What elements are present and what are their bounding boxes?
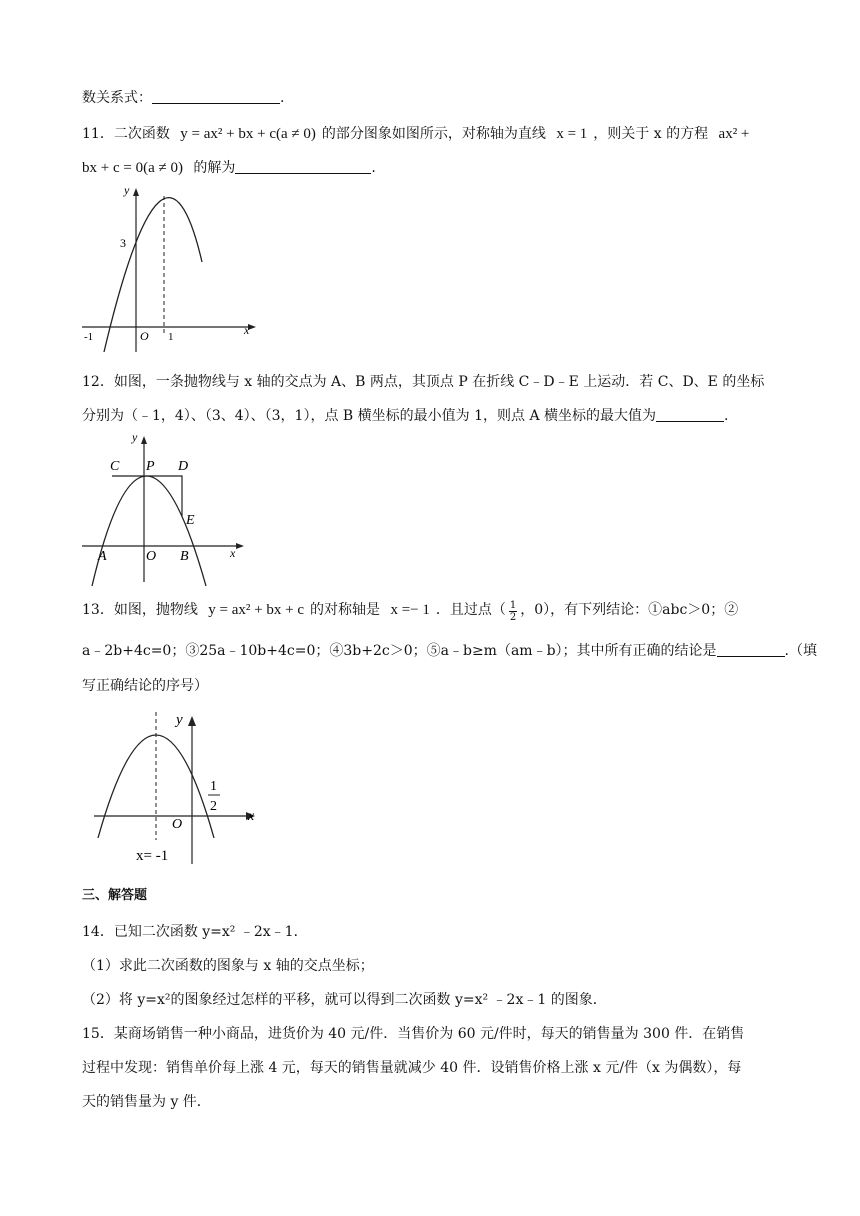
x-axis-arrow xyxy=(236,543,244,549)
parabola xyxy=(92,476,206,586)
y-label: y xyxy=(124,183,130,197)
point-c-label: C xyxy=(110,459,120,474)
q14-line1: 14．已知二次函数 y=x² ﹣2x﹣1． xyxy=(82,924,308,940)
section-heading: 三、解答题 xyxy=(82,888,148,903)
q13-label: 13．如图，抛物线 xyxy=(82,602,198,618)
y-axis-arrow xyxy=(141,436,147,444)
point-a-label: A xyxy=(98,549,107,564)
point-e-label: E xyxy=(186,513,195,528)
half-numerator: 1 xyxy=(210,779,217,794)
q12-line2 xyxy=(82,406,728,426)
q11-equation-part1: ax² + xyxy=(718,126,750,142)
q12-end: . xyxy=(724,408,729,424)
axis-label: x= -1 xyxy=(136,848,169,864)
q11-line1 xyxy=(82,124,749,144)
q11-equation-part2: bx + c = 0(a ≠ 0) xyxy=(82,160,183,176)
half-denominator: 2 xyxy=(210,799,217,814)
q13-text-3: ，0），有下列结论：①abc＞0；② xyxy=(520,602,739,618)
q12-figure xyxy=(80,430,250,585)
answer-blank xyxy=(656,407,724,422)
y-label: y xyxy=(176,712,183,728)
point-d-label: D xyxy=(178,459,189,474)
point-b-label: B xyxy=(180,549,189,564)
fraction-denominator: 2 xyxy=(509,612,517,623)
x-label: x xyxy=(244,323,250,337)
origin-label: O xyxy=(140,329,149,343)
parabola xyxy=(104,198,202,352)
y-axis-arrow xyxy=(133,188,139,196)
answer-blank xyxy=(235,159,371,174)
q15-line2: 过程中发现：销售单价每上涨 4 元，每天的销售量就减少 40 件．设销售价格上涨 x 元/件（x 为偶数），每 xyxy=(82,1060,742,1076)
x-label: x xyxy=(230,546,236,560)
q11-axis-equation: x = 1 xyxy=(556,126,588,142)
q13-function: y = ax² + bx + c xyxy=(208,602,304,618)
q12-line1: 12．如图，一条抛物线与 x 轴的交点为 A、B 两点，其顶点 P 在折线 C﹣D﹣E 上运动．若 C、D、E 的坐标 xyxy=(82,374,765,390)
q11-function: y = ax² + bx + c(a ≠ 0) xyxy=(180,126,316,142)
label-neg1: -1 xyxy=(84,331,94,343)
q13-figure xyxy=(86,708,266,868)
q15-line3: 天的销售量为 y 件． xyxy=(82,1094,211,1110)
q13-line2-end: .（填 xyxy=(784,643,817,659)
q13-line2 xyxy=(82,641,817,661)
label-1: 1 xyxy=(168,331,174,343)
q12-line2-text: 分别为（﹣1，4）、（3、4）、（3，1），点 B 横坐标的最小值为 1，则点 A 横坐标的最大值为 xyxy=(82,408,656,424)
q11-figure xyxy=(78,184,258,354)
q15-line1: 15．某商场销售一种小商品，进货价为 40 元/件．当售价为 60 元/件时，每天的销售量为 300 件．在销售 xyxy=(82,1026,745,1042)
fraction-half xyxy=(509,600,517,623)
q13-line3: 写正确结论的序号） xyxy=(82,678,208,694)
q13-axis-equation: x =− 1 xyxy=(390,602,430,618)
q10-tail-text: 数关系式： xyxy=(82,90,152,106)
q13-line1 xyxy=(82,600,738,623)
q10-tail xyxy=(82,88,284,108)
q13-text: 的对称轴是 xyxy=(309,602,380,618)
fraction-numerator: 1 xyxy=(509,600,517,611)
q13-line2-text: a﹣2b+4c=0；③25a﹣10b+4c=0；④3b+2c＞0；⑤a﹣b≥m（am﹣b）；其中所有正确的结论是 xyxy=(82,643,717,659)
q13-text-2: ．且过点（ xyxy=(435,602,506,618)
y-axis-arrow xyxy=(188,716,196,726)
origin-label: O xyxy=(172,817,183,832)
q11-text-2: ，则关于 x 的方程 xyxy=(593,126,709,142)
point-p-label: P xyxy=(146,459,155,474)
label-3: 3 xyxy=(120,236,126,250)
q10-tail-end: . xyxy=(280,90,285,106)
q11-label: 11．二次函数 xyxy=(82,126,170,142)
q11-text: 的部分图象如图所示，对称轴为直线 xyxy=(321,126,546,142)
q14-part2: （2）将 y=x²的图象经过怎样的平移，就可以得到二次函数 y=x² ﹣2x﹣1 的图象． xyxy=(82,992,607,1008)
answer-blank xyxy=(717,642,785,657)
answer-blank xyxy=(152,89,280,104)
y-label: y xyxy=(132,430,138,444)
x-label: x xyxy=(248,809,255,824)
q11-end: . xyxy=(371,160,376,176)
q11-line2 xyxy=(82,158,376,178)
q14-part1: （1）求此二次函数的图象与 x 轴的交点坐标； xyxy=(82,958,374,974)
q11-tail: 的解为 xyxy=(193,160,236,176)
origin-label: O xyxy=(146,549,157,564)
